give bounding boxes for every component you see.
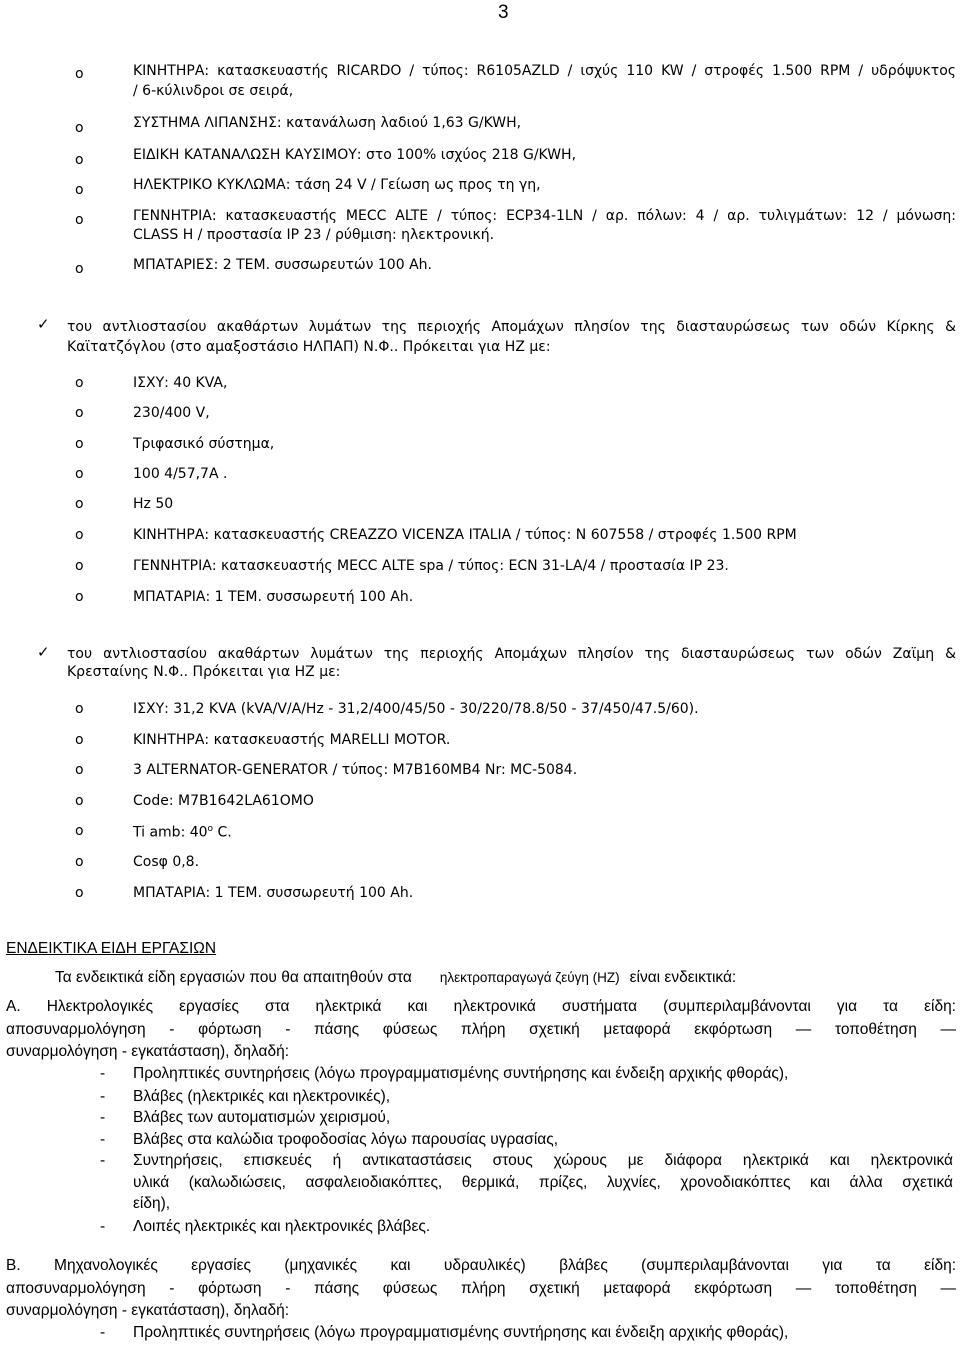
list-item-text: Βλάβες στα καλώδια τροφοδοσίας λόγω παρουσίας υγρασίας,	[133, 1131, 559, 1148]
list-item-text: Cosφ 0,8.	[133, 854, 200, 870]
list-item-text: 3 ALTERNATOR-GENERATOR / τύπος: M7B160MB4 Nr: MC-5084.	[133, 762, 578, 778]
ambient-temperature-value: Ti amb: 40	[133, 824, 208, 841]
bullet-marker: o	[75, 732, 84, 748]
list-item-text: υλικά (καλωδιώσεις, ασφαλειοδιακόπτες, θερμικά, πρίζες, λυχνίες, χρονοδιακόπτες και άλλα σχετικά	[133, 1174, 953, 1191]
paragraph-line: συναρμολόγηση - εγκατάσταση), δηλαδή:	[6, 1302, 290, 1319]
bullet-marker: o	[75, 793, 84, 809]
bullet-marker: o	[75, 885, 84, 901]
list-item-text: ΚΙΝΗΤΗΡΑ: κατασκευαστής RICARDO / τύπος: R6105AZLD / ισχύς 110 KW / στροφές 1.500 RPM / υδρόψυκτος	[133, 63, 956, 79]
dash-marker: -	[100, 1088, 106, 1105]
paragraph-line: Α. Ηλεκτρολογικές εργασίες στα ηλεκτρικά και ηλεκτρονικά συστήματα (συμπεριλαμβάνονται για τα είδη:	[6, 998, 956, 1015]
check-icon: ✓	[37, 315, 50, 333]
bullet-marker: o	[75, 466, 84, 482]
bullet-marker: o	[75, 66, 84, 82]
page-number: 3	[498, 2, 509, 23]
ambient-temperature	[133, 820, 232, 842]
bullet-marker: o	[75, 120, 84, 136]
bullet-marker: o	[75, 405, 84, 421]
paragraph-line: αποσυναρμολόγηση - φόρτωση - πάσης φύσεως πλήρη σχετική μεταφορά εκφόρτωση — τοποθέτηση —	[6, 1280, 956, 1297]
list-item-text: ΜΠΑΤΑΡΙΑ: 1 ΤΕΜ. συσσωρευτή 100 Ah.	[133, 885, 414, 901]
list-item-text: 100 4/57,7A .	[133, 466, 228, 482]
paragraph-line: συναρμολόγηση - εγκατάσταση), δηλαδή:	[6, 1043, 290, 1060]
bullet-marker: o	[75, 152, 84, 168]
list-item-text: Code: M7B1642LA61OMO	[133, 793, 314, 809]
dash-marker: -	[100, 1152, 106, 1169]
list-item-text: ΜΠΑΤΑΡΙΕΣ: 2 ΤΕΜ. συσσωρευτών 100 Ah.	[133, 257, 432, 273]
bullet-marker: o	[75, 527, 84, 543]
list-item-text: ΓΕΝΝΗΤΡΙΑ: κατασκευαστής MECC ALTE spa / τύπος: ECN 31-LA/4 / προστασία IP 23.	[133, 558, 729, 574]
list-item-text: ΙΣΧΥ: 31,2 KVA (kVA/V/A/Hz - 31,2/400/45/50 - 30/220/78.8/50 - 37/450/47.5/60).	[133, 701, 699, 717]
list-item-text: ΚΙΝΗΤΗΡΑ: κατασκευαστής MARELLI MOTOR.	[133, 732, 451, 748]
bullet-marker: o	[75, 496, 84, 512]
list-item-text: ΜΠΑΤΑΡΙΑ: 1 ΤΕΜ. συσσωρευτή 100 Ah.	[133, 589, 414, 605]
list-item-text: ΙΣΧΥ: 40 KVA,	[133, 375, 228, 391]
list-item-text: Συντηρήσεις, επισκευές ή αντικαταστάσεις στους χώρους με διάφορα ηλεκτρικά και ηλεκτρονικά	[133, 1152, 953, 1169]
list-item-text: Λοιπές ηλεκτρικές και ηλεκτρονικές βλάβες.	[133, 1218, 431, 1235]
intro-text: Τα ενδεικτικά είδη εργασιών που θα απαιτηθούν στα	[55, 969, 412, 986]
degree-superscript: o	[207, 824, 214, 834]
list-item-text: ΕΙΔΙΚΗ ΚΑΤΑΝΑΛΩΣΗ ΚΑΥΣΙΜΟΥ: στο 100% ισχύος 218 G/KWH,	[133, 147, 577, 163]
list-item-text: Βλάβες (ηλεκτρικές και ηλεκτρονικές),	[133, 1088, 391, 1105]
list-item-text: ΓΕΝΝΗΤΡΙΑ: κατασκευαστής MECC ALTE / τύπος: ECP34-1LN / αρ. πόλων: 4 / αρ. τυλιγμάτων: 12 / μόνωση:	[133, 208, 956, 224]
list-item-text: Προληπτικές συντηρήσεις (λόγω προγραμματισμένης συντήρησης και ένδειξη αρχικής φθοράς),	[133, 1324, 789, 1341]
section-intro: του αντλιοστασίου ακαθάρτων λυμάτων της περιοχής Απομάχων πλησίον της διασταυρώσεως των οδών Κίρκης &	[67, 319, 956, 335]
list-item-text: Hz 50	[133, 496, 174, 512]
bullet-marker: o	[75, 589, 84, 605]
intro-line	[55, 968, 736, 988]
list-item-text: ΗΛΕΚΤΡΙΚΟ ΚΥΚΛΩΜΑ: τάση 24 V / Γείωση ως προς τη γη,	[133, 177, 541, 193]
section-intro: Κρεσταίνης Ν.Φ.. Πρόκειται για ΗΖ με:	[67, 664, 341, 680]
list-item-text: CLASS H / προστασία IP 23 / ρύθμιση: ηλεκτρονική.	[133, 227, 495, 243]
bullet-marker: o	[75, 762, 84, 778]
bullet-marker: o	[75, 212, 84, 228]
intro-term: ηλεκτροπαραγωγά ζεύγη (ΗΖ)	[439, 970, 620, 985]
intro-text: είναι ενδεικτικά:	[629, 969, 737, 986]
dash-marker: -	[100, 1218, 106, 1235]
section-intro: του αντλιοστασίου ακαθάρτων λυμάτων της περιοχής Απομάχων πλησίον της διασταυρώσεως των οδών Ζαϊμη &	[67, 646, 956, 662]
list-item-text: Βλάβες των αυτοματισμών χειρισμού,	[133, 1109, 391, 1126]
paragraph-line: Β. Μηχανολογικές εργασίες (μηχανικές και υδραυλικές) βλάβες (συμπεριλαμβάνονται για τα είδη:	[6, 1257, 956, 1274]
bullet-marker: o	[75, 558, 84, 574]
dash-marker: -	[100, 1109, 106, 1126]
bullet-marker: o	[75, 436, 84, 452]
list-item-text: ΣΥΣΤΗΜΑ ΛΙΠΑΝΣΗΣ: κατανάλωση λαδιού 1,63 G/KWH,	[133, 115, 522, 131]
list-item-text: ΚΙΝΗΤΗΡΑ: κατασκευαστής CREAZZO VICENZA ITALIA / τύπος: N 607558 / στροφές 1.500 RPM	[133, 527, 797, 543]
list-item-text: 230/400 V,	[133, 405, 210, 421]
paragraph-line: αποσυναρμολόγηση - φόρτωση - πάσης φύσεως πλήρη σχετική μεταφορά εκφόρτωση — τοποθέτηση —	[6, 1021, 956, 1038]
check-icon: ✓	[37, 643, 50, 661]
ambient-temperature-unit: C.	[213, 824, 232, 841]
bullet-marker: o	[75, 701, 84, 717]
section-intro: Καϊτατζόγλου (στο αμαξοστάσιο ΗΛΠΑΠ) Ν.Φ.. Πρόκειται για ΗΖ με:	[67, 339, 551, 355]
dash-marker: -	[100, 1065, 106, 1082]
list-item-text: / 6-κύλινδροι σε σειρά,	[133, 83, 294, 99]
list-item-text: Προληπτικές συντηρήσεις (λόγω προγραμματισμένης συντήρησης και ένδειξη αρχικής φθοράς),	[133, 1065, 789, 1082]
bullet-marker: o	[75, 182, 84, 198]
list-item-text: είδη),	[133, 1195, 171, 1212]
dash-marker: -	[100, 1131, 106, 1148]
list-item-text: Τριφασικό σύστημα,	[133, 436, 275, 452]
bullet-marker: o	[75, 375, 84, 391]
section-heading: ΕΝΔΕΙΚΤΙΚΑ ΕΙΔΗ ΕΡΓΑΣΙΩΝ	[6, 940, 217, 957]
bullet-marker: o	[75, 823, 84, 839]
bullet-marker: o	[75, 854, 84, 870]
bullet-marker: o	[75, 261, 84, 277]
dash-marker: -	[100, 1324, 106, 1341]
